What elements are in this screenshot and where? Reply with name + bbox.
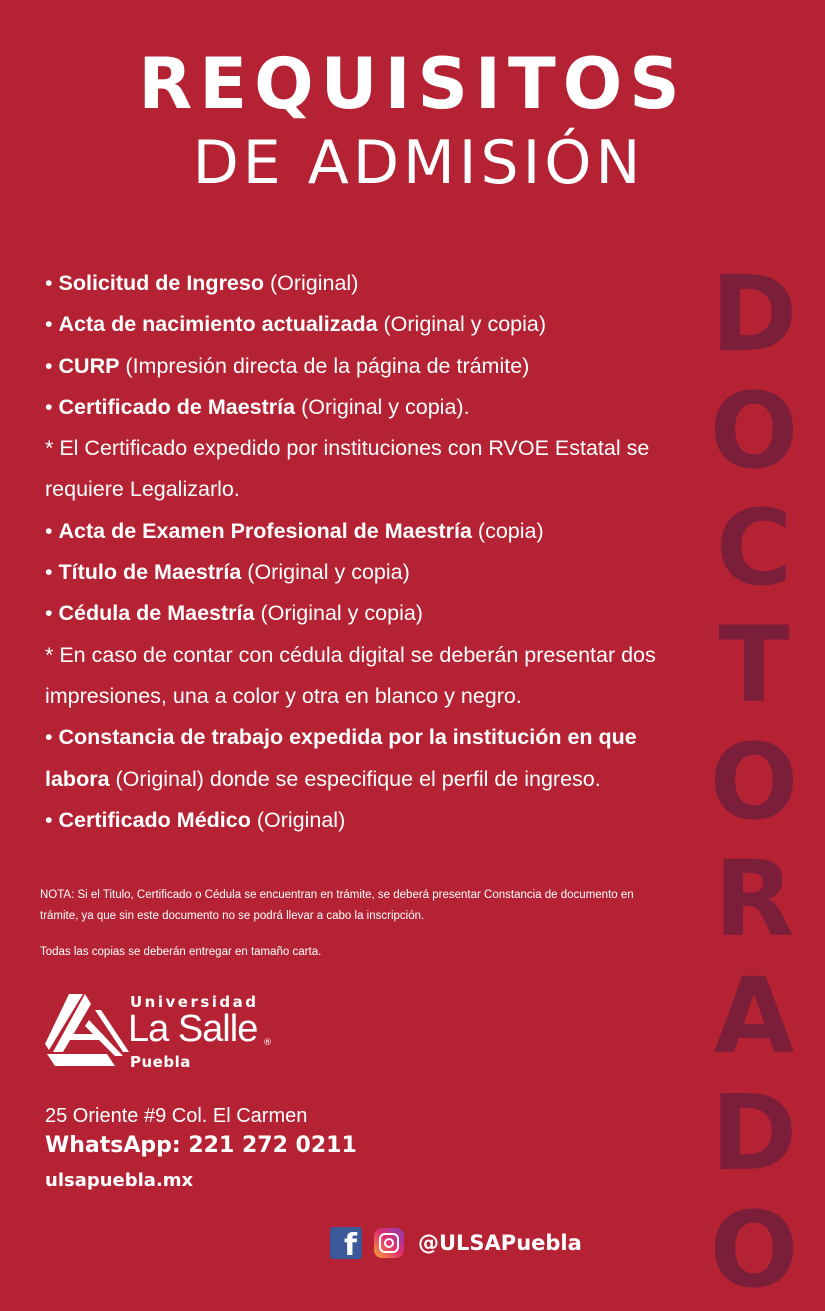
side-letter: O — [709, 1189, 799, 1311]
side-letter: A — [713, 955, 795, 1077]
side-letter: T — [718, 604, 790, 726]
facebook-icon[interactable]: f — [330, 1227, 362, 1259]
list-note: * El Certificado expedido por instituciones con RVOE Estatal se requiere Legalizarlo. — [45, 436, 650, 502]
address: 25 Oriente #9 Col. El Carmen — [45, 1105, 308, 1127]
list-item: • Constancia de trabajo expedida por la institución en que labora (Original) donde se especifique el perfil de ingreso. — [45, 725, 637, 791]
list-item: • Cédula de Maestría (Original y copia) — [45, 601, 423, 626]
side-letter: O — [709, 370, 799, 492]
list-note: * En caso de contar con cédula digital se deberán presentar dos impresiones, una a color y otra en blanco y negro. — [45, 642, 656, 708]
list-item: • Certificado de Maestría (Original y copia). — [45, 394, 470, 419]
whatsapp-number[interactable]: WhatsApp: 221 272 0211 — [45, 1133, 357, 1158]
list-item: • Acta de nacimiento actualizada (Original y copia) — [45, 312, 547, 337]
logo-puebla: Puebla — [130, 1053, 191, 1071]
logo-registered-mark: ® — [263, 1038, 272, 1048]
side-letter: C — [715, 487, 793, 609]
requirements-list — [45, 263, 695, 841]
list-item: • Acta de Examen Profesional de Maestría (copia) — [45, 518, 544, 543]
program-vertical-label — [696, 253, 812, 1311]
social-handle[interactable]: @ULSAPuebla — [418, 1231, 582, 1255]
side-letter: R — [713, 838, 795, 960]
website-link[interactable]: ulsapuebla.mx — [45, 1170, 194, 1191]
copies-note: Todas las copias se deberán entregar en tamaño carta. — [40, 946, 322, 958]
logo-la-salle: La Salle — [128, 1008, 258, 1050]
side-letter: D — [710, 253, 798, 375]
list-item: • Solicitud de Ingreso (Original) — [45, 271, 359, 295]
instagram-icon[interactable] — [374, 1228, 404, 1258]
social-row — [330, 1226, 582, 1263]
page-title: REQUISITOS — [138, 43, 687, 125]
list-item: • Título de Maestría (Original y copia) — [45, 560, 410, 585]
nota-text: NOTA: Si el Titulo, Certificado o Cédula se encuentran en trámite, se deberá presentar Constancia de documento en trámite, ya que sin este documento no se podrá llevar a cabo la inscripción. — [40, 889, 634, 922]
side-letter: D — [710, 1072, 798, 1194]
list-item: • CURP (Impresión directa de la página de trámite) — [45, 353, 530, 378]
list-item: • Certificado Médico (Original) — [45, 807, 346, 832]
page-subtitle: DE ADMISIÓN — [192, 128, 645, 198]
logo-universidad: Universidad — [130, 993, 259, 1011]
side-letter: O — [709, 721, 799, 843]
